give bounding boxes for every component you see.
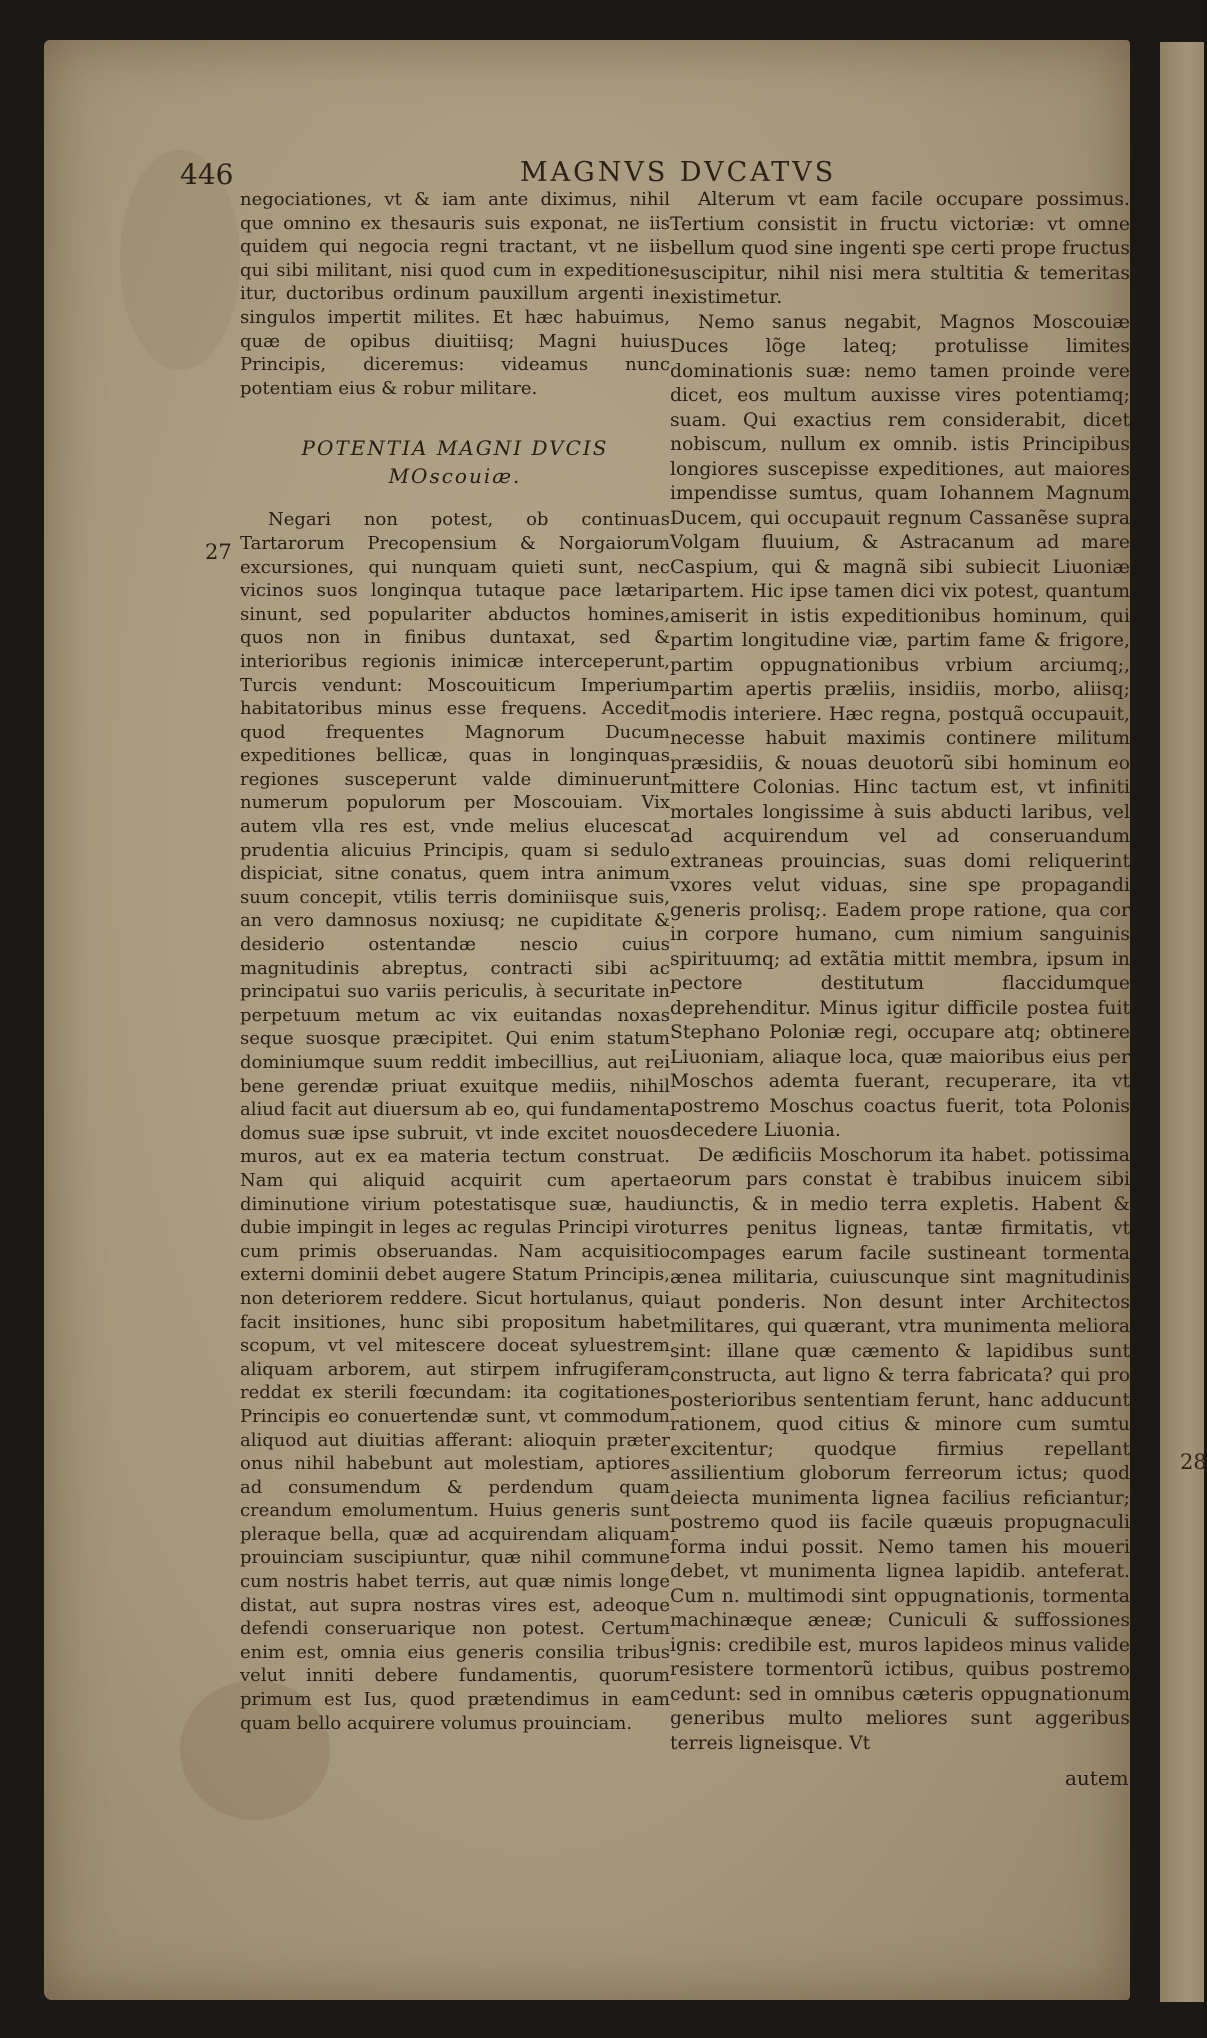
right-paragraph-2: Nemo sanus negabit, Magnos Moscouiæ Duces lõge lateq; protulisse limites dominationis suæ: nemo tamen proinde vere dicet, eos multum auxisse vires potentiamq; suam. Qui exactius rem considerabit, dicet nobiscum, nullum ex omnib. istis Principibus longiores suscepisse expeditiones, aut maiores impendisse sumtus, quam Iohannem Magnum Ducem, qui occupauit regnum Cassanẽse supra Volgam fluuium, & Astracanum ad mare Caspium, qui & magnã sibi subiecit Liuoniæ partem. Hic ipse tamen dici vix potest, quantum amiserit in istis expeditionibus hominum, qui partim longitudine viæ, partim fame & frigore, partim oppugnationibus vrbium arciumq;, partim apertis præliis, insidiis, morbo, aliisq; modis interiere. Hæc regna, postquã occupauit, necesse habuit maximis continere militum præsidiis, & nouas deuotorũ sibi hominum eo mittere Colonias. Hinc tactum est, vt infiniti mortales longissime à suis abducti laribus, vel ad acquirendum vel ad conseruandum extraneas prouincias, suas domi reliquerint vxores velut viduas, sine spe propagandi generis prolisq;. Eadem prope ratione, qua cor in corpore humano, cum nimium sanguinis spirituumq; ad extãtia mittit membra, ipsum in pectore destitutum flaccidumque deprehenditur. Minus igitur difficile postea fuit Stephano Poloniæ regi, occupare atq; obtinere Liuoniam, aliaque loca, quæ maioribus eius per Moschos ademta fuerant, recuperare, ita vt postremo Moschus coactus fuerit, tota Polonis decedere Liuonia. [670, 311, 1130, 1141]
right-paragraph-3: De ædificiis Moschorum ita habet. potissima eorum pars constat è trabibus inuicem sibi iunctis, & in medio terra expletis. Habent & turres penitus ligneas, tantæ firmitatis, vt compages earum facile sustineant tormenta ænea militaria, cuiuscunque sint magnitudinis aut ponderis. Non desunt inter Architectos militares, qui quærant, vtra munimenta meliora sint: illane quæ cæmento & lapidibus sunt constructa, aut ligno & terra fabricata? qui pro posterioribus sententiam ferunt, hanc adducunt rationem, quod citius & minore cum sumtu excitentur; quodque firmius repellant assilientium globorum ferreorum ictus; quod deiecta munimenta lignea facilius reficiantur; postremo quod iis facile quæuis propugnaculi forma indui possit. Nemo tamen his moueri debet, vt munimenta lignea lapidib. anteferat. Cum n. multimodi sint oppugnationis, tormenta machinæque æneæ; Cuniculi & suffossiones ignis: credibile est, muros lapideos minus valide resistere tormentorũ ictibus, quibus postremo cedunt: sed in omnibus cæteris oppugnationum generibus multo meliores sunt aggeribus terreis ligneisque. Vt [670, 1144, 1130, 1754]
left-paragraph-1: negociationes, vt & iam ante diximus, nihil que omnino ex thesauris suis exponat, ne iis quidem qui negocia regni tractant, vt ne iis qui sibi militant, nisi quod cum in expeditione itur, ductoribus ordinum pauxillum argenti in singulos impertit milites. Et hæc habuimus, quæ de opibus diuitiisq; Magni huius Principis, diceremus: videamus nunc potentiam eius & robur militare. [240, 189, 670, 399]
catchword: autem [1065, 1766, 1129, 1790]
section-heading: POTENTIA MAGNI DVCIS MOscouiæ. [301, 436, 609, 489]
running-head: MAGNVS DVCATVS [520, 157, 837, 188]
right-column [670, 188, 1130, 1756]
facing-page-edge [1160, 42, 1204, 2002]
marginal-number-left: 27 [205, 540, 232, 564]
left-paragraph-2: Negari non potest, ob continuas Tartarorum Precopensium & Norgaiorum excursiones, qui nunquam quieti sunt, nec vicinos suos longinqua tutaque pace lætari sinunt, sed populariter abductos homines, quos non in finibus duntaxat, sed & interioribus regionis inimicæ interceperunt, Turcis vendunt: Moscouiticum Imperium habitatoribus minus esse frequens. Accedit quod frequentes Magnorum Ducum expeditiones bellicæ, quas in longinquas regiones susceperunt valde diminuerunt numerum populorum per Moscouiam. Vix autem vlla res est, vnde melius elucescat prudentia alicuius Principis, quam si sedulo dispiciat, sitne conatus, quem intra animum suum concepit, vtilis terris dominiisque suis, an vero damnosus noxiusq; ne cupiditate & desiderio ostentandæ nescio cuius magnitudinis abreptus, contracti sibi ac principatui suo variis periculis, à securitate in perpetuum metum ac vix euitandas noxas seque suosque præcipitet. Qui enim statum dominiumque suum reddit imbecillius, aut rei bene gerendæ priuat exuitque mediis, nihil aliud facit aut diuersum ab eo, qui fundamenta domus suæ ipse subruit, vt inde excitet nouos muros, aut ex ea materia tectum construat. Nam qui aliquid acquirit cum aperta diminutione virium potestatisque suæ, haud dubie impingit in leges ac regulas Principi viro cum primis obseruandas. Nam acquisitio externi dominii debet augere Statum Principis, non deteriorem reddere. Sicut hortulanus, qui facit insitiones, hunc sibi propositum habet scopum, vt vel mitescere doceat syluestrem aliquam arborem, aut stirpem infrugiferam reddat ex sterili fœcundam: ita cogitationes Principis eo conuertendæ sunt, vt commodum aliquod aut diuitias afferant: alioquin præter onus nihil habebunt aut molestiam, aptiores ad consumendum & perdendum quam creandum emolumentum. Huius generis sunt pleraque bella, quæ ad acquirendam aliquam prouinciam suscipiuntur, quæ nihil commune cum nostris habet terris, aut quæ nimis longe distat, aut supra nostras vires est, adeoque defendi conseruarique non potest. Certum enim est, omnia eius generis consilia tribus velut inniti debere fundamentis, quorum primum est Ius, quod prætendimus in eam quam bello acquirere volumus prouinciam. [240, 509, 670, 1734]
marginal-number-right: 28 [1180, 1450, 1207, 1474]
right-paragraph-1: Alterum vt eam facile occupare possimus. Tertium consistit in fructu victoriæ: vt omne bellum quod sine ingenti spe certi prope fructus suscipitur, nihil nisi mera stultitia & temeritas existimetur. [670, 189, 1130, 308]
left-column [240, 188, 670, 1735]
page-number: 446 [180, 158, 234, 191]
